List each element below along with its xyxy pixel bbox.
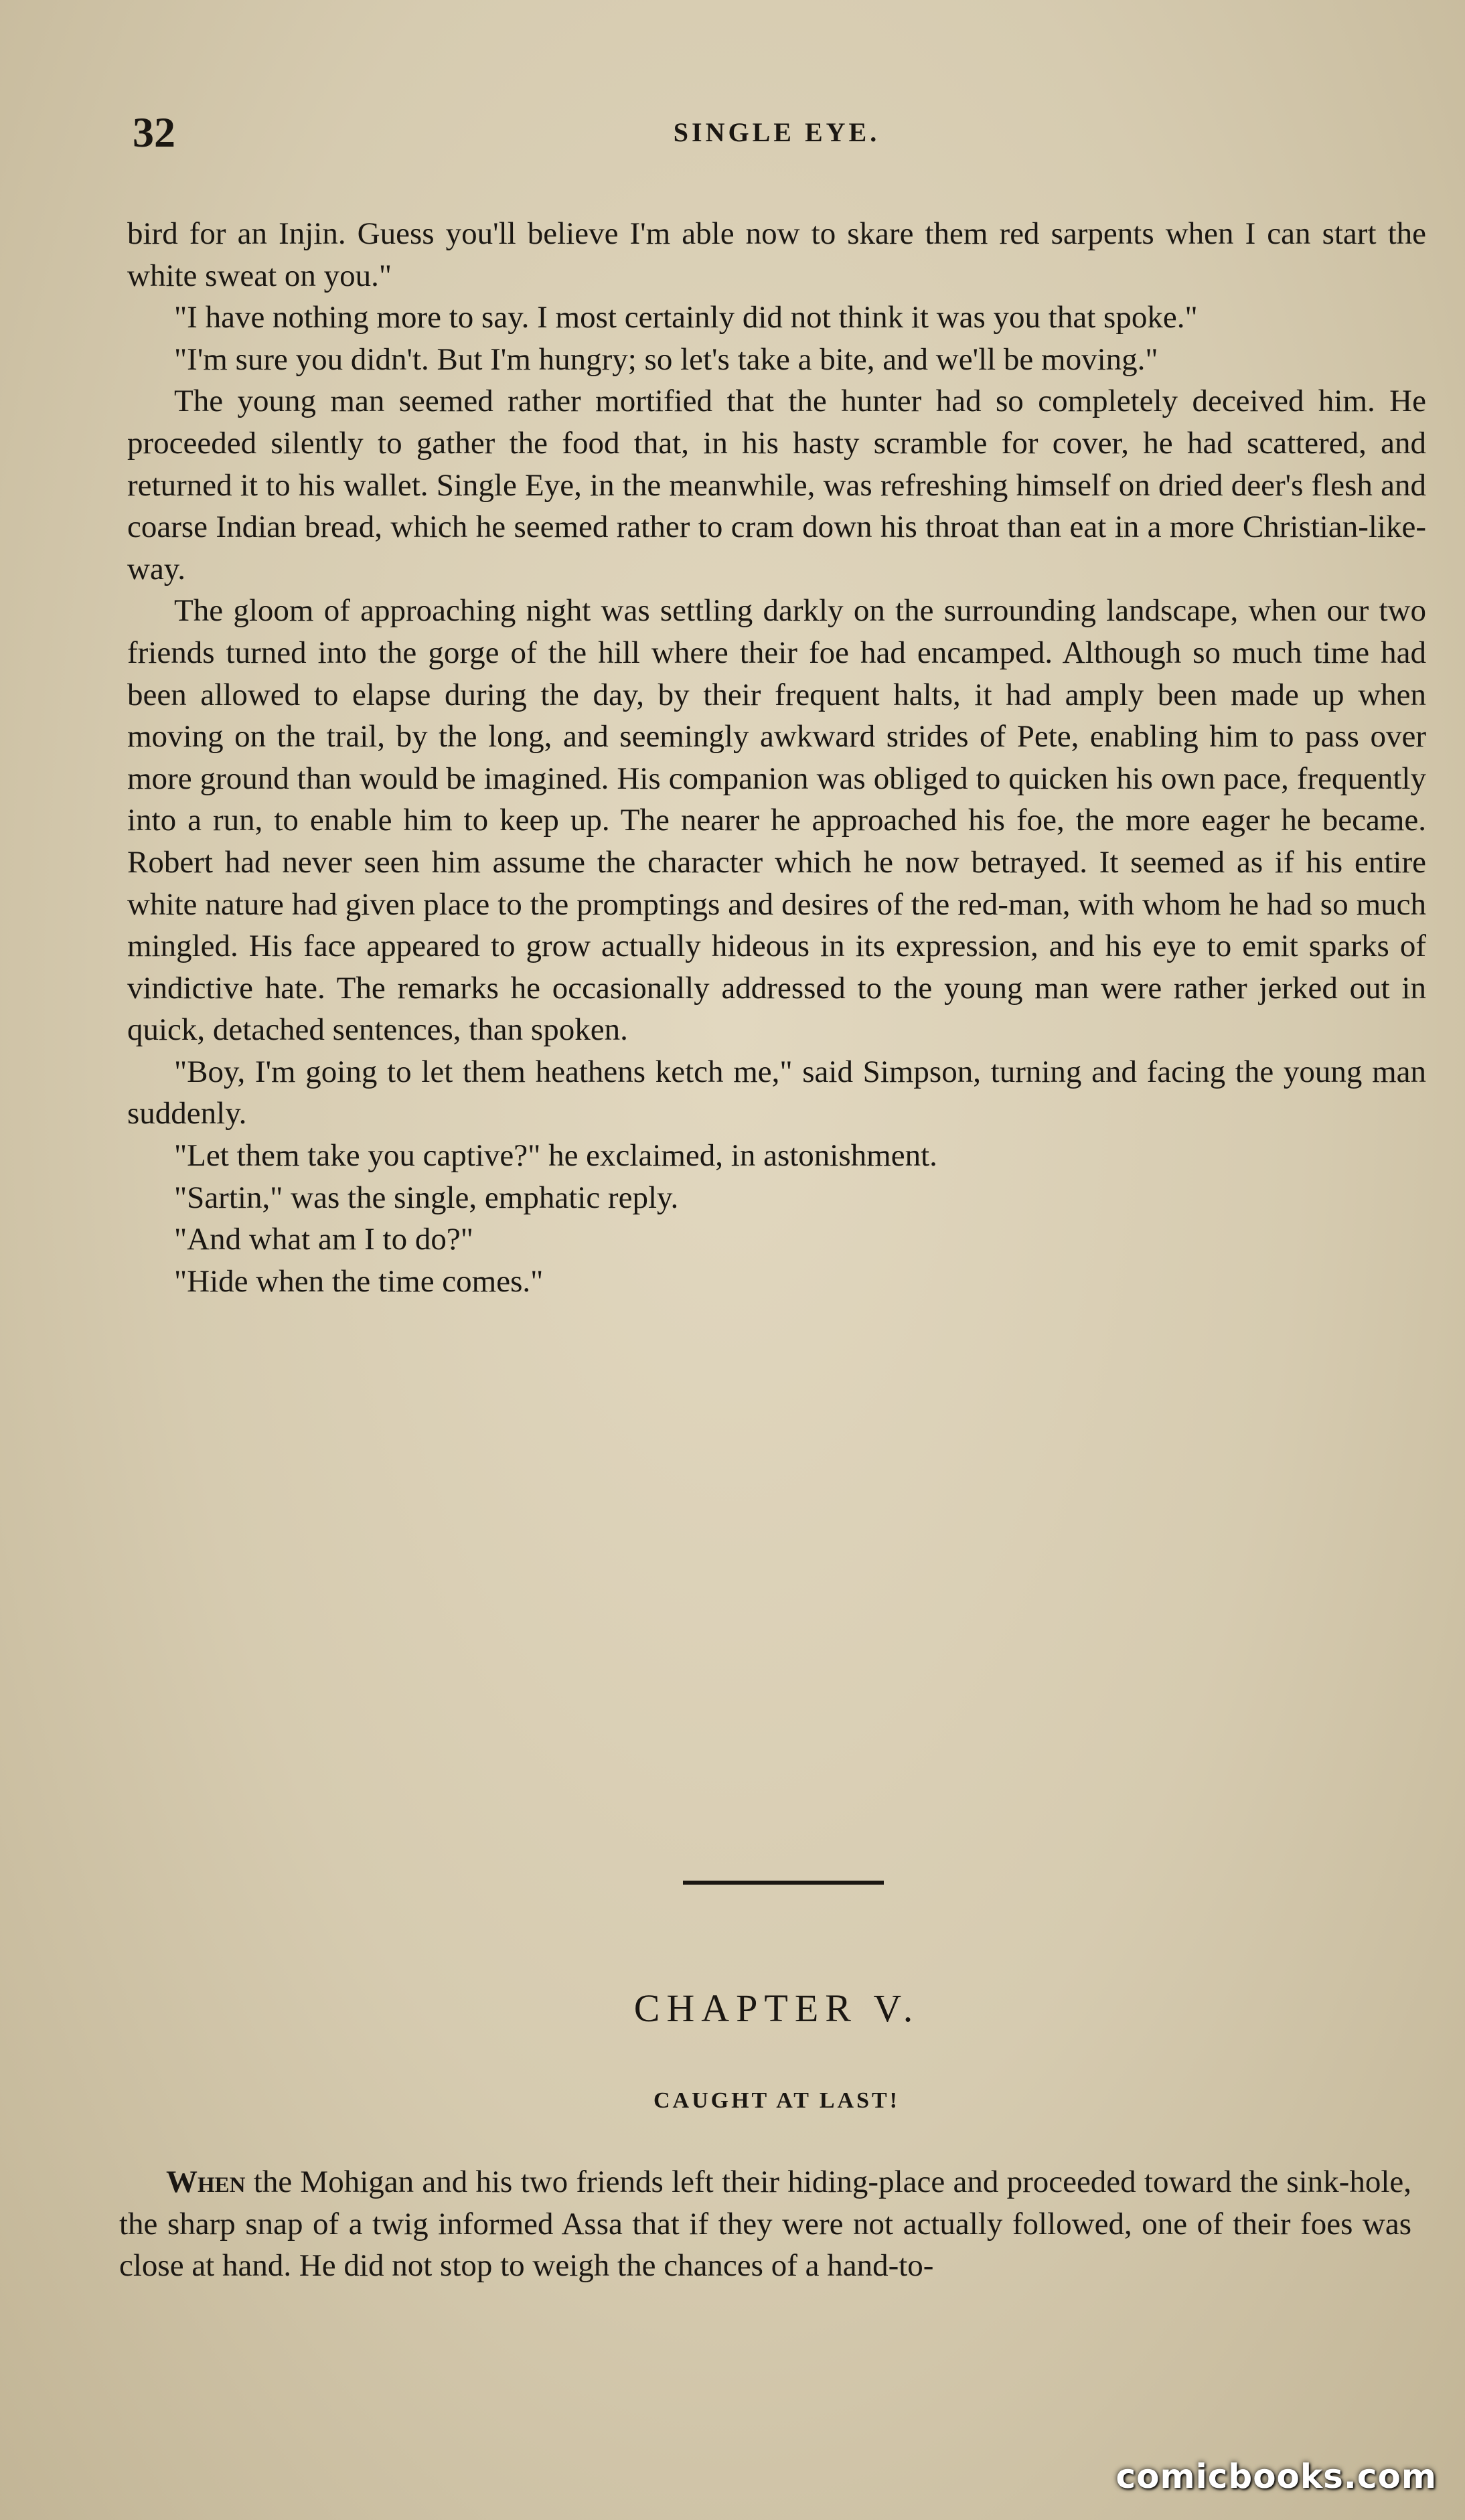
running-head — [127, 106, 1426, 159]
chapter-lead-word: When — [166, 2164, 246, 2199]
paragraph: The gloom of approaching night was settling darkly on the surrounding landscape, when our two friends turned into the gorge of the hill where their foe had encamped. Although so much time had been allowed to elapse during the day, by their frequent halts, it had amply been made up when moving on the trail, by the long, and seemingly awkward strides of Pete, enabling him to pass over more ground than would be imagined. His companion was obliged to quicken his own pace, frequently into a run, to enable him to keep up. The nearer he approached his foe, the more eager he became. Robert had never seen him assume the character which he now betrayed. It seemed as if his entire white nature had given place to the promptings and desires of the red-man, with whom he had so much mingled. His face appeared to grow actually hideous in its expression, and his eye to emit sparks of vindictive hate. The remarks he occasionally addressed to the young man were rather jerked out in quick, detached sentences, than spoken. — [127, 593, 1426, 1048]
chapter-body — [119, 2161, 1411, 2287]
paragraph: "I have nothing more to say. I most certainly did not think it was you that spoke." — [174, 300, 1198, 335]
running-title: SINGLE EYE. — [673, 117, 880, 147]
paragraph: "I'm sure you didn't. But I'm hungry; so let's take a bite, and we'll be moving." — [174, 341, 1158, 377]
page-number: 32 — [133, 108, 175, 156]
paragraph: "Boy, I'm going to let them heathens ketch me," said Simpson, turning and facing the young man suddenly. — [127, 1054, 1426, 1131]
chapter-opening-paragraph — [119, 2161, 1411, 2287]
paragraph: "Hide when the time comes." — [174, 1263, 544, 1299]
chapter-subtitle: CAUGHT AT LAST! — [653, 2088, 900, 2113]
paragraph: "Let them take you captive?" he exclaimed, in astonishment. — [174, 1138, 937, 1174]
watermark: comicbooks.com — [1115, 2457, 1437, 2496]
chapter-opening-text: the Mohigan and his two friends left their hiding-place and proceeded toward the sink-hole, the sharp snap of a twig informed Assa that if they were not actually followed, one of their foes was close at hand. He did not stop to weigh the chances of a hand-to- — [119, 2164, 1411, 2284]
paragraph: The young man seemed rather mortified that the hunter had so completely deceived him. He proceeded silently to gather the food that, in his hasty scramble for cover, he had scattered, and returned it to his wallet. Single Eye, in the meanwhile, was refreshing himself on dried deer's flesh and coarse Indian bread, which he seemed rather to cram down his throat than eat in a more Christian-like-way. — [127, 384, 1426, 586]
paragraph: "Sartin," was the single, emphatic reply. — [174, 1180, 679, 1215]
section-divider — [683, 1881, 884, 1885]
paragraph: bird for an Injin. Guess you'll believe I'm able now to skare them red sarpents when I can start the white sweat on you." — [127, 216, 1426, 293]
paragraph: "And what am I to do?" — [174, 1222, 473, 1257]
body-text — [127, 213, 1426, 1302]
chapter-heading: CHAPTER V. — [633, 1986, 920, 2030]
